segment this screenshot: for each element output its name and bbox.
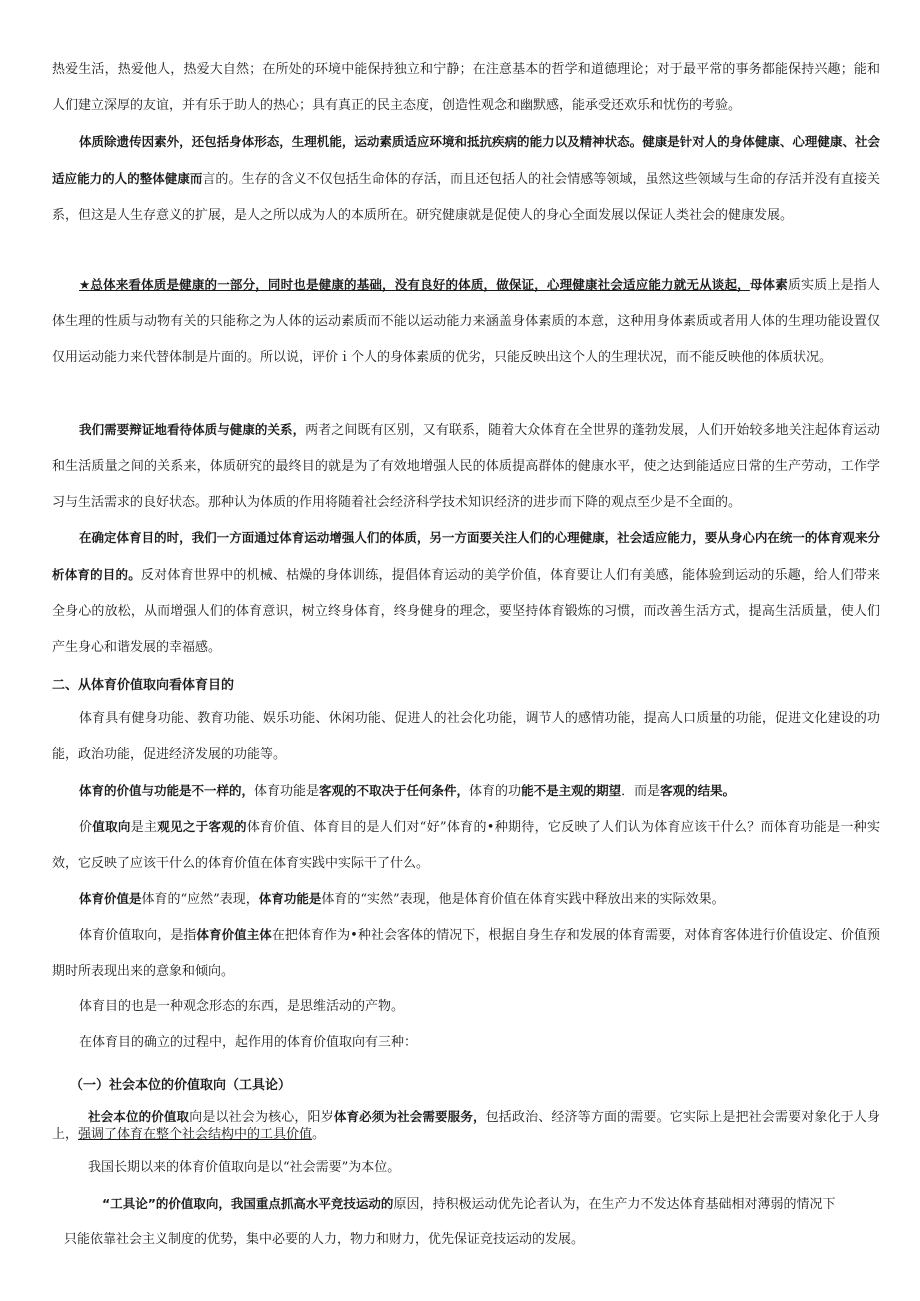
p10-s3: 在把体育作为•种社会客体的情况下，根据自身生存和发展的体育需要，对体育客体进行价值设定、价值预期时所表现出来的意象和倾向。 [52, 928, 880, 979]
p9-s2: 体育的“应然”表现， [141, 892, 259, 907]
p9-s1: 体育价值是 [79, 891, 142, 906]
paragraph-8 [52, 809, 880, 882]
p8-s4: 观见之于客观的 [157, 819, 247, 834]
paragraph-6 [52, 701, 880, 773]
p15-s1: “工具论”的价值取向，我国重点抓高水平竞技运动的 [102, 1196, 394, 1211]
p9-s4: 体育的“实然”表现，他是体育价值在体育实践中释放出来的实际效果。 [321, 892, 725, 907]
paragraph-14 [88, 1150, 878, 1186]
paragraph-4 [52, 412, 880, 521]
paragraph-1-text: 热爱生活，热爱他人，热爱大自然；在所处的环境中能保持独立和宁静；在注意基本的哲学和道德理论；对于最平常的事务都能保持兴趣；能和人们建立深厚的友谊，并有乐于助人的热心；具有真正的民主态度，创造性观念和幽默感，能承受还欢乐和忧伤的考验。 [52, 62, 880, 113]
paragraph-7 [52, 773, 880, 810]
p13-s3: 体育必须为社会需要服务， [333, 1109, 486, 1124]
p7-s2: 体育功能是 [254, 784, 320, 799]
paragraph-2 [52, 124, 880, 234]
paragraph-14-text: 我国长期以来的体育价值取向是以“社会需要”为本位。 [88, 1160, 401, 1175]
section-heading-2: 二、从体育价值取向看体育目的 [52, 678, 235, 693]
paragraph-5-bold: 在确定体育目的时，我们一方面通过体育运动增强人们的体质，另一方面要关注人们的心理健康，社会适应能力，要从身心内在统一的体育观来分析体育的目的。 [52, 530, 880, 582]
paragraph-4-bold: 我们需要辩证地看待体质与健康的关系， [79, 422, 306, 437]
paragraph-3 [52, 267, 880, 376]
p10-s2: 体育价值主体 [196, 927, 272, 942]
p7-s1: 体育的价值与功能是不一样的， [79, 783, 255, 798]
paragraph-3-underlined: ★总体来看体质是健康的一部分，同时也是健康的基础，没有良好的体质，做保证，心理健康社会适应能力就无从谈起， [79, 277, 750, 292]
p7-s4: 体育的功 [469, 784, 522, 799]
paragraph-12-text: 在体育目的确立的过程中，起作用的体育价值取向有三种： [79, 1035, 418, 1050]
p8-s2: 值取向 [92, 819, 131, 834]
p13-s6: 。 [312, 1127, 326, 1142]
paragraph-16 [64, 1222, 878, 1258]
p8-s3: 是主 [130, 820, 158, 835]
paragraph-3-bold: 母体素 [749, 277, 788, 292]
paragraph-6-text: 体育具有健身功能、教育功能、娱乐功能、休闲功能、促进人的社会化功能，调节人的感情功能，提高人口质量的功能，促进文化建设的功能，政治功能，促进经济发展的功能等。 [52, 711, 880, 762]
p9-s3: 体育功能是 [258, 891, 322, 906]
paragraph-9 [52, 881, 880, 918]
p7-s6: ．而是 [621, 784, 661, 799]
p15-s2: 原因，持积极运动优先论者认为，在生产力不发达体育基础相对薄弱的情况下 [393, 1197, 836, 1212]
paragraph-16-text: 只能依靠社会主义制度的优势，集中必要的人力，物力和财力，优先保证竞技运动的发展。 [64, 1232, 585, 1247]
paragraph-1 [52, 52, 880, 124]
p8-s1: 价 [79, 820, 93, 835]
paragraph-4-text: 两者之间既有区别，又有联系，随着大众体育在全世界的蓬勃发展，人们开始较多地关注起体育运动和生活质量之间的关系来，体质研究的最终目的就是为了有效地增强人民的体质提高群体的健康水平，使之达到能适应日常的生产劳动，工作学习与生活需求的良好状态。那种认为体质的作用将随着社会经济科学技术知识经济的进步而下降的观点至少是不全面的。 [52, 423, 880, 510]
paragraph-11 [52, 989, 880, 1025]
p13-s4: 包括政治、经济等方面的需要。它实际上是把社会需要对象化于人身上， [52, 1110, 880, 1142]
section-heading-3: （一）社会本位的价值取向（工具论） [70, 1078, 292, 1093]
paragraph-13 [52, 1108, 880, 1143]
p13-s5: 强调了体育在整个社会结构中的工具价值 [78, 1127, 313, 1142]
p7-s3: 客观的不取决于任何条件， [319, 783, 470, 798]
p8-s5: 体育价值、体育目的是人们对“好”体育的•种期待，它反映了人们认为体育应该干什么？而体育功能是一种实效，它反映了应该干什么的体育价值在体育实践中实际干了什么。 [52, 820, 880, 871]
paragraph-10 [52, 917, 880, 990]
p13-s1: 社会本位的价值取 [88, 1109, 190, 1124]
paragraph-12 [52, 1025, 880, 1061]
p13-s2: 向是以社会为核心，阳岁 [189, 1110, 334, 1125]
paragraph-3-text: 质实质上是指人体生理的性质与动物有关的只能称之为人体的运动素质而不能以运动能力来涵盖身体素质的本意，这种用身体素质或者用人体的生理功能设置仅仅用运动能力来代替体制是片面的。所以说，评价ｉ个人的身体素质的优劣，只能反映出这个人的生理状况，而不能反映他的体质状况。 [52, 278, 880, 365]
p7-s7: 客观的结果。 [660, 783, 736, 798]
paragraph-2-text: 言的。生存的含义不仅包括生命体的存活，而且还包括人的社会情感等领域，虽然这些领域与生命的存活并没有直接关系，但这是人生存意义的扩展，是人之所以成为人的本质所在。研究健康就是促使人的身心全面发展以保证人类社会的健康发展。 [52, 172, 880, 223]
paragraph-11-text: 体育目的也是一种观念形态的东西，是思维活动的产物。 [79, 999, 405, 1014]
paragraph-15 [102, 1186, 878, 1223]
p7-s5: 能不是主观的期望 [521, 783, 622, 798]
paragraph-2-bold: 体质除遗传因素外，还包括身体形态，生理机能，运动素质适应环境和抵抗疾病的能力以及精神状态。健康是针对人的身体健康、心理健康、社会适应能力的人的整体健康而 [52, 134, 880, 186]
paragraph-5 [52, 520, 880, 666]
paragraph-5-text: 反对体育世界中的机械、枯燥的身体训练，提倡体育运动的美学价值，体育要让人们有美感，能体验到运动的乐趣，给人们带来全身心的放松，从而增强人们的体育意识，树立终身体育，终身健身的理念，要坚持体育锻炼的习惯，而改善生活方式，提高生活质量，使人们产生身心和谐发展的幸福感。 [52, 568, 880, 655]
p10-s1: 体育价值取向，是指 [79, 928, 197, 943]
